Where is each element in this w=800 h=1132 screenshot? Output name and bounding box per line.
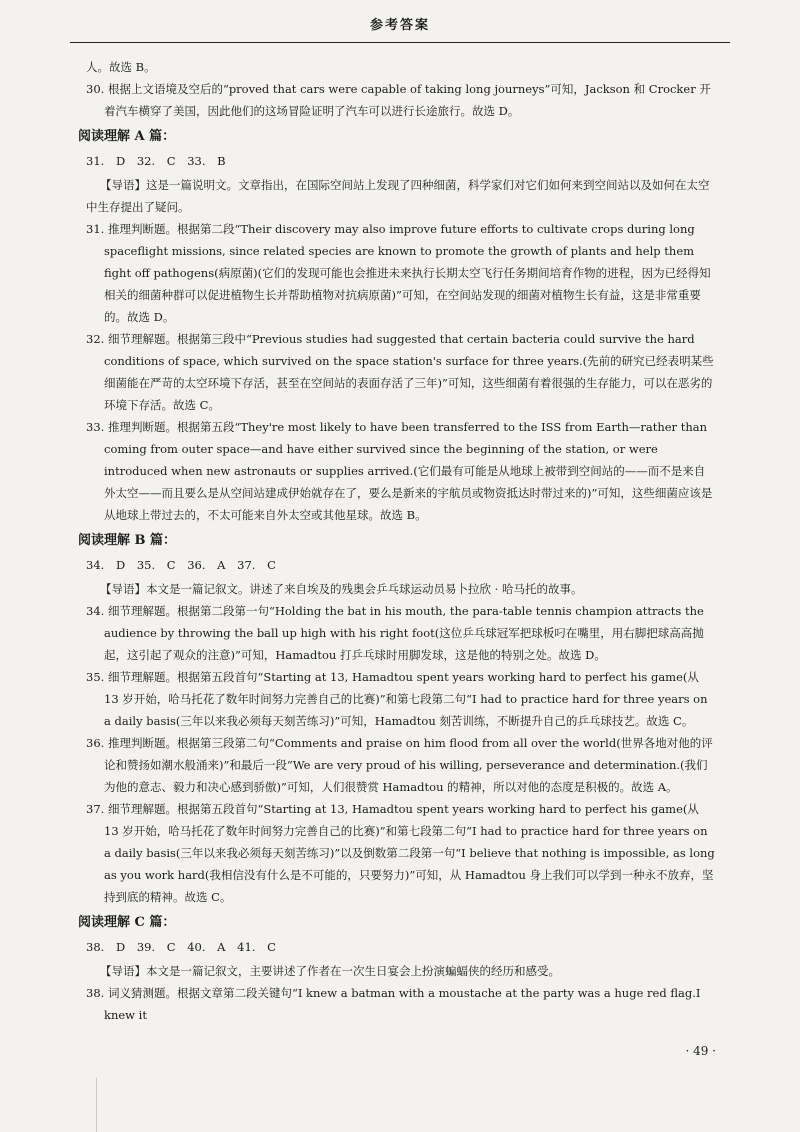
continued-line: 人。故选 B。 bbox=[86, 60, 156, 74]
answer-35: 35. 细节理解题。根据第五段首句“Starting at 13, Hamadtou spent years working hard to perfect his game(从 13 岁开始，哈马托花了数年时间努力完善自己的比赛)”和第七段第二句“I had to practice hard for three years on a daily basis(三年以来我必须每天刻苦练习)”可知，Hamadtou 刻苦训练，不断提升自己的乒乓球技艺。故选 C。 bbox=[86, 670, 708, 728]
section-a-title: 阅读理解 A 篇： bbox=[78, 129, 176, 144]
answer-32: 32. 细节理解题。根据第三段中“Previous studies had suggested that certain bacteria could survive the hard conditions of space, which survived on the space station's surface for three years.(先前的研究已经表明某些细菌能在严苛的太空环境下存活，甚至在空间站的表面存活了三年)”可知，这些细菌有着很强的生存能力，可以在恶劣的环境下存活。故选 C。 bbox=[86, 332, 714, 412]
answer-31: 31. 推理判断题。根据第二段“Their discovery may also improve future efforts to cultivate crops during long spaceflight missions, since related species are known to promote the growth of plants and help them fight off pathogens(病原菌)(它们的发现可能也会推进未来执行长期太空飞行任务期间培育作物的进程，因为已经得知相关的细菌种群可以促进植物生长并帮助植物对抗病原菌)”可知，在空间站发现的细菌对植物生长有益，这是非常重要的。故选 D。 bbox=[86, 222, 711, 324]
answer-37: 37. 细节理解题。根据第五段首句“Starting at 13, Hamadtou spent years working hard to perfect his game(从 13 岁开始，哈马托花了数年时间努力完善自己的比赛)”和第七段第二句“I had to practice hard for three years on a daily basis(三年以来我必须每天刻苦练习)”以及倒数第二段第一句“I believe that nothing is impossible, as long as you work hard(我相信没有什么是不可能的，只要努力)”可知，从 Hamadtou 身上我们可以学到一种永不放弃，坚持到底的精神。故选 C。 bbox=[86, 802, 715, 904]
section-a-guide: 【导语】这是一篇说明文。文章指出，在国际空间站上发现了四种细菌，科学家们对它们如何来到空间站以及如何在太空中生存提出了疑问。 bbox=[86, 178, 710, 214]
answer-33: 33. 推理判断题。根据第五段“They're most likely to have been transferred to the ISS from Earth—rather than coming from outer space—and have either survived since the beginning of the station, or were introduced when new astronauts or supplies arrived.(它们最有可能是从地球上被带到空间站的——而不是来自外太空——而且要么是从空间站建成伊始就存在了，要么是新来的宇航员或物资抵达时带过来的)”可知，这些细菌应该是从地球上带过去的，不太可能来自外太空或其他星球。故选 B。 bbox=[86, 420, 713, 522]
answer-content bbox=[78, 56, 716, 1026]
answer-30: 30. 根据上文语境及空后的“proved that cars were capable of taking long journeys”可知，Jackson 和 Crocker 开着汽车横穿了美国，因此他们的这场冒险证明了汽车可以进行长途旅行。故选 D。 bbox=[86, 82, 711, 118]
header-rule bbox=[70, 42, 730, 43]
section-b-title: 阅读理解 B 篇： bbox=[78, 533, 177, 548]
section-a-answers: 31. D 32. C 33. B bbox=[86, 154, 226, 168]
section-c-guide: 【导语】本文是一篇记叙文，主要讲述了作者在一次生日宴会上扮演蝙蝠侠的经历和感受。 bbox=[100, 964, 560, 978]
page-header-title: 参考答案 bbox=[369, 18, 430, 33]
section-c-answers: 38. D 39. C 40. A 41. C bbox=[86, 940, 276, 954]
section-b-guide: 【导语】本文是一篇记叙文。讲述了来自埃及的残奥会乒乓球运动员易卜拉欣 · 哈马托的故事。 bbox=[100, 582, 583, 596]
margin-line bbox=[96, 1078, 97, 1132]
answer-36: 36. 推理判断题。根据第三段第二句“Comments and praise on him flood from all over the world(世界各地对他的评论和赞扬如潮水般涌来)”和最后一段“We are very proud of his willing, perseverance and determination.(我们为他的意志、毅力和决心感到骄傲)”可知，人们很赞赏 Hamadtou 的精神，所以对他的态度是积极的。故选 A。 bbox=[86, 736, 713, 794]
answer-38: 38. 词义猜测题。根据文章第二段关键句“I knew a batman with a moustache at the party was a huge red flag.I knew it bbox=[86, 986, 701, 1022]
section-c-title: 阅读理解 C 篇： bbox=[78, 915, 176, 930]
page-number: · 49 · bbox=[685, 1044, 716, 1058]
section-b-answers: 34. D 35. C 36. A 37. C bbox=[86, 558, 276, 572]
answer-34: 34. 细节理解题。根据第二段第一句“Holding the bat in his mouth, the para-table tennis champion attracts the audience by throwing the ball up high with his right foot(这位乒乓球冠军把球板叼在嘴里，用右脚把球高高抛起，这引起了观众的注意)”可知，Hamadtou 打乒乓球时用脚发球，这是他的特别之处。故选 D。 bbox=[86, 604, 704, 662]
